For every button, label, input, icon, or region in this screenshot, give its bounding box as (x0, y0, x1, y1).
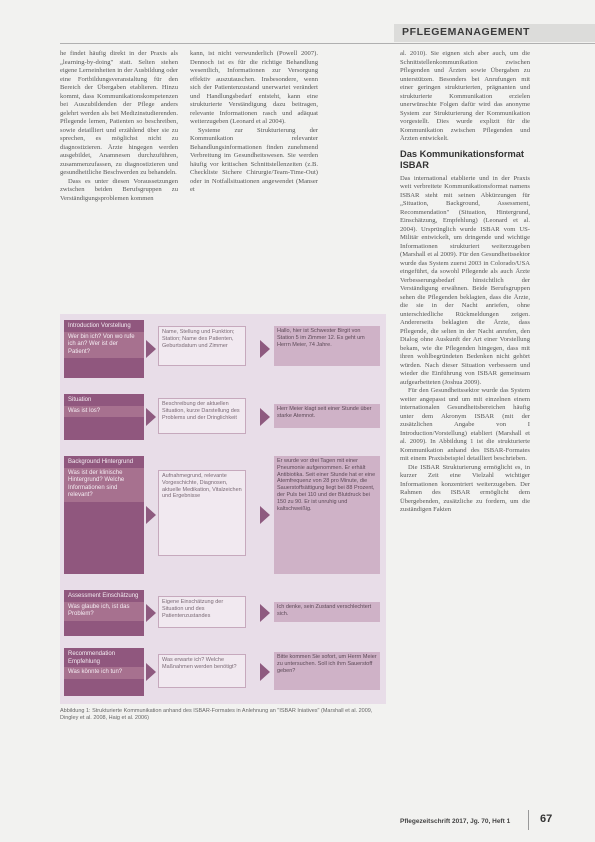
row-label-question: Was ist los? (64, 406, 144, 418)
row-label-title: Situation (68, 397, 92, 403)
row-label (64, 456, 144, 574)
section-title: PFLEGEMANAGEMENT (402, 26, 531, 38)
row-example: Hallo, hier ist Schwester Birgit von Station 5 im Zimmer 12. Es geht um Herrn Meier, 74 Jahre. (274, 326, 380, 366)
paragraph: Dass es unter diesen Voraussetzungen zwischen beiden Berufsgruppen zu Verständigungsproblemen kommen (60, 177, 178, 202)
row-label (64, 394, 144, 440)
row-example: Herr Meier klagt seit einer Stunde über starke Atemnot. (274, 404, 380, 428)
page-number: 67 (540, 813, 553, 825)
row-guidance: Beschreibung der aktuellen Situation, kurze Darstellung des Problems und der Dringlichkeit (158, 398, 246, 434)
arrow-right-icon (146, 506, 156, 524)
row-guidance: Eigene Einschätzung der Situation und des Patientenzustandes (158, 596, 246, 628)
text-column-3 (400, 50, 530, 515)
row-label-question: Wer bin ich? Von wo rufe ich an? Wer ist der Patient? (64, 332, 144, 359)
figure-caption: Abbildung 1: Strukturierte Kommunikation anhand des ISBAR-Formates in Anlehnung an "ISBAR Iniatives" (Marshall et al. 2009, Dingley et al. 2008, Haig et al. 2006) (60, 708, 373, 721)
paragraph: Die ISBAR Strukturierung ermöglicht es, in kurzer Zeit eine Vielzahl wichtiger Informationen konzentriert weiterzugeben. Der Rahmen des ISBAR ermöglicht dem Übergebenden, zusätzliche zu fordern, um die zuständigen Fakten (400, 463, 530, 513)
row-example: Ich denke, sein Zustand verschlechtert sich. (274, 602, 380, 622)
paragraph: Systeme zur Strukturierung der Kommunikation relevanter Behandlungsinformationen finden zunehmend Verbreitung im Gesundheitswesen. Sie werden häufig vor kritischen Schnittstellenzeiten (z.B. Checkliste Sichere Chirurgie/Team-Time-Out) oder in Notfallsituationen angewendet (Manser et (190, 126, 318, 193)
row-label-title: Assessment Einschätzung (68, 593, 139, 599)
row-example: Er wurde vor drei Tagen mit einer Pneumonie aufgenommen. Er erhält Antibiotika. Seit einer Stunde hat er eine Atemfrequenz von 28 pro Minute, die Sauerstoffsättigung liegt bei 88 Prozent, der Puls bei 110 und der Blutdruck bei 150 zu 90. Er ist unruhig und kaltschweißig. (274, 456, 380, 574)
row-label-question: Was könnte ich tun? (64, 667, 144, 679)
figure-row-assessment (60, 590, 386, 638)
arrow-right-icon (260, 663, 270, 681)
header-rule (60, 43, 595, 44)
paragraph: he findet häufig direkt in der Praxis als „learning-by-doing" statt. Selten stehen eigene Lerneinheiten in der Ausbildung oder eine Fortbildungsveranstaltung für den Bereich der Übergaben etablieren. Hinzu kommt, dass Kommunikationskompetenzen bei Auszubildenden der Pflege anders gelehrt werden als bei Medizinstudierenden. Pflegende lernen, Patienten so beschreiben, sowie detailliert und erzählend über sie zu sprechen, es möglichst nicht zu diagnostizieren. Ärzte hingegen werden ausgebildet, Anamnesen durchzuführen, zusammenzufassen, zu diagnostizieren und gesundheitliche Beschwerden zu behandeln. (60, 50, 178, 176)
figure-row-background (60, 456, 386, 576)
text-column-2 (190, 50, 318, 195)
paragraph: Das international etablierte und in der Praxis weit verbreitete Kommunikationsformat namens ISBAR steht mit seinen Abkürzungen für „Situation, Background, Assessment, Recommendation" (Situation, Hintergrund, Einschätzung, Empfehlung) (Leonard et al. 2004). Ursprünglich wurde ISBAR vom US-Militär entwickelt, um dringende und wichtige Informationen strukturiert weiterzugeben (Marshall et al 2009). Für den Gesundheitssektor wurde das System zuerst 2003 in Colorado/USA eingeführt, da sowohl Pflegende als auch Ärzte Verbesserungsbedarf hinsichtlich der Verständigung erwähnen. Beide Berufsgruppen sehen die Pflegenden beklagten, dass die Ärzte, die sie in der Nacht anriefen, ohne unterschiedliche Rückmeldungen zeigen. Andererseits beklagten die Ärzte, dass Pflegende, die selten in der Nacht anrufen, den Dialog ohne Auskunft der Art einer Vorstellung bekam, wie die Pflegenden hingegen, dass mit ihren wohlbegründeten Bedenken nicht gehört würden. Nach dieser Situation verbessern und wieder die Einführung von ISBAR gemeinsam aufgearbeiteten (Joshua 2009). (400, 174, 530, 386)
arrow-right-icon (146, 663, 156, 681)
row-guidance: Aufnahmegrund, relevante Vorgeschichte, Diagnosen, aktuelle Medikation, Vitalzeichen und Ergebnisse (158, 470, 246, 556)
figure-row-introduction (60, 320, 386, 380)
row-label-title: Introduction Vorstellung (68, 323, 131, 329)
row-guidance: Was erwarte ich? Welche Maßnahmen werden benötigt? (158, 654, 246, 688)
row-label (64, 648, 144, 696)
journal-citation: Pflegezeitschrift 2017, Jg. 70, Heft 1 (400, 818, 511, 825)
row-label-title: Recommendation Empfehlung (68, 651, 116, 665)
arrow-right-icon (260, 506, 270, 524)
text-column-1 (60, 50, 178, 203)
arrow-right-icon (260, 604, 270, 622)
figure-row-situation (60, 394, 386, 442)
row-example: Bitte kommen Sie sofort, um Herrn Meier zu untersuchen. Soll ich ihm Sauerstoff geben? (274, 652, 380, 690)
isbar-figure (60, 314, 386, 704)
row-label (64, 320, 144, 378)
row-label-question: Was ist der klinische Hintergrund? Welche Informationen sind relevant? (64, 468, 144, 502)
paragraph: Für den Gesundheitssektor wurde das System weiter angepasst und um mit einzelnen einem internationalen Gesundheitsbereichen häufig unter dem Akronym ISBAR (mit der zusätzlichen Angabe von I Introduction/Vorstellung) etabliert (Marshall et al. 2009). In Abbildung 1 ist die strukturierte Kommunikation anhand des ISBAR-Formates mit einem Praxisbeispiel detailliert beschrieben. (400, 387, 530, 462)
figure-row-recommendation (60, 648, 386, 698)
row-label (64, 590, 144, 636)
row-label-question: Was glaube ich, ist das Problem? (64, 602, 144, 621)
footer-divider (528, 810, 529, 830)
arrow-right-icon (146, 340, 156, 358)
arrow-right-icon (260, 340, 270, 358)
section-heading: Das Kommunikationsformat ISBAR (400, 148, 524, 170)
paragraph: al. 2010). Sie eignen sich aber auch, um die Schnittstellenkommunikation zwischen Pflegenden und Ärzten sowie Übergaben zu unterstützen. Besonders bei Anrufungen mit einer geringen strukturierten, prägnanten und strukturierte Kommunikation erzielen unerwünschte Folgen dafür wird das anonyme System zur Strukturierung der Kommunikation vorgestellt. Dies wurde explizit für die Kommunikation zwischen Pflegenden und Ärzten entwickelt. (400, 50, 530, 142)
arrow-right-icon (146, 408, 156, 426)
arrow-right-icon (146, 604, 156, 622)
arrow-right-icon (260, 408, 270, 426)
row-label-title: Background Hintergrund (68, 459, 134, 465)
paragraph: kann, ist nicht verwunderlich (Powell 2007). Dennoch ist es für die richtige Behandlung wesentlich, Informationen zur Versorgung effektiv auszutauschen. Insbesondere, wenn sich der Patientenzustand unerwartet verändert und Handlungsbedarf entsteht, kann eine strukturierte Verständigung dazu beitragen, relevante Informationen rasch und adäquat weiterzugeben (Leonard et al 2004). (190, 50, 318, 125)
row-guidance: Name, Stellung und Funktion; Station; Name des Patienten, Geburtsdatum und Zimmer (158, 326, 246, 366)
